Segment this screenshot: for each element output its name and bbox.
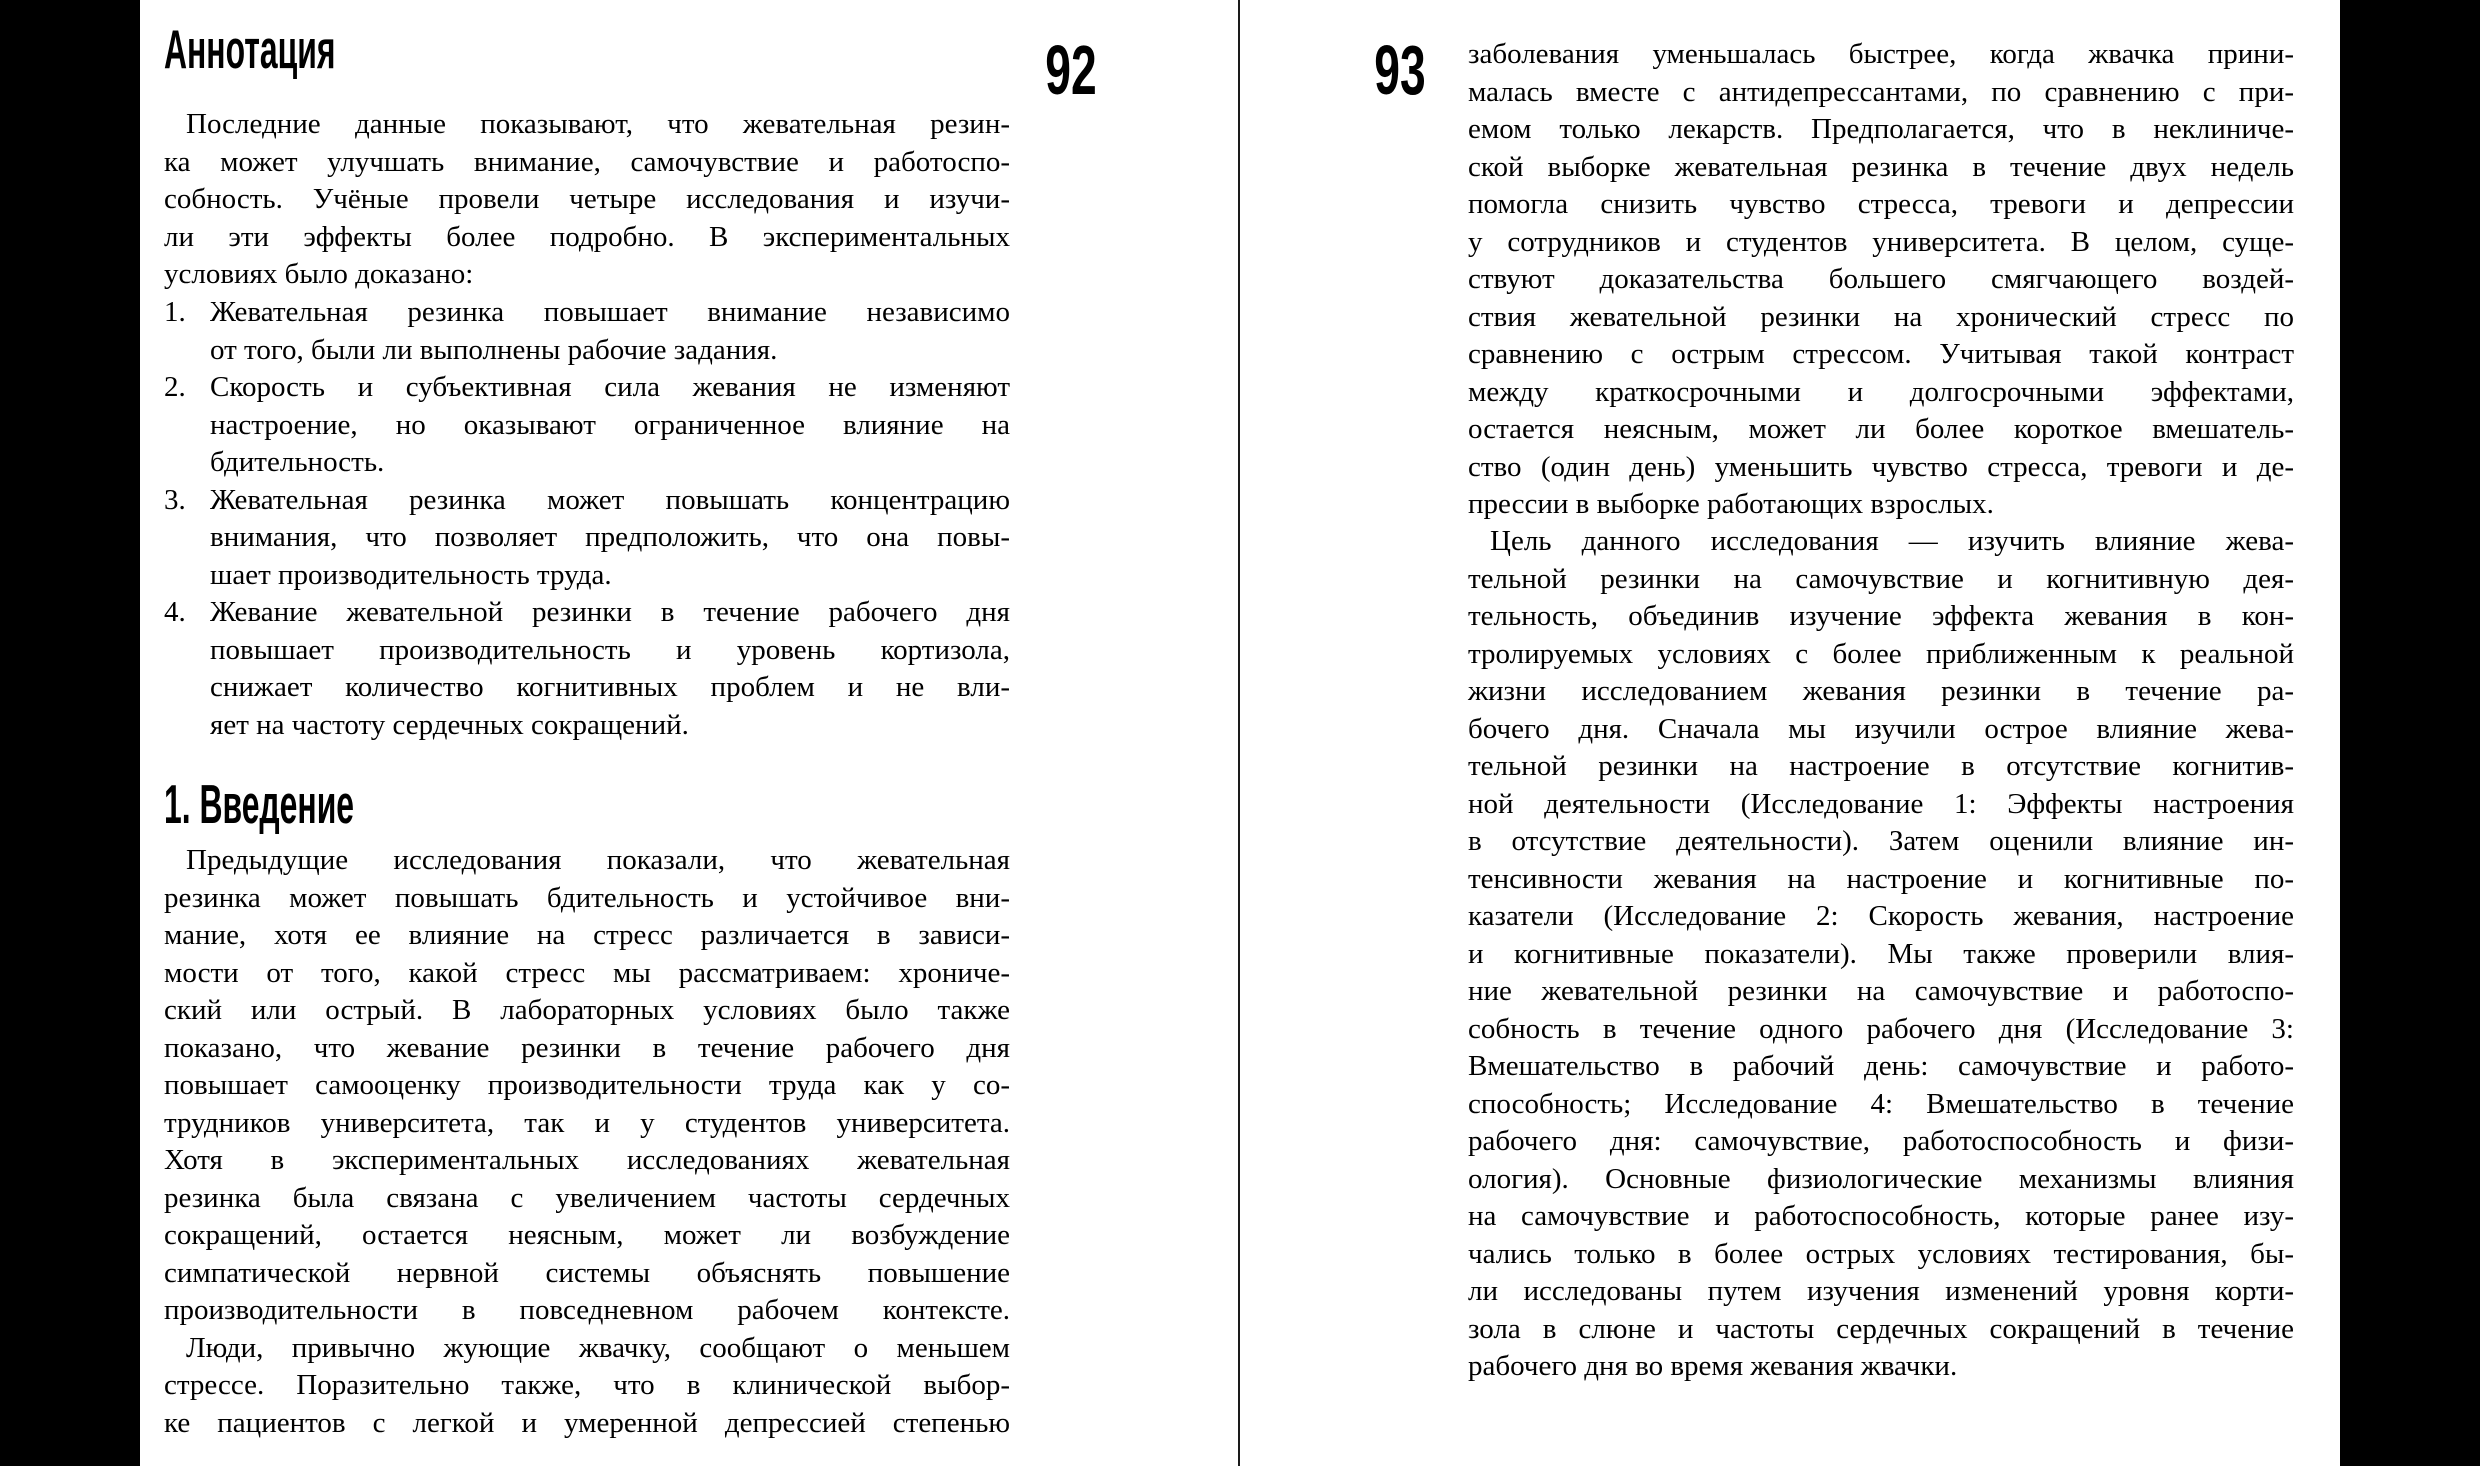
page-number-92: 92	[1045, 31, 1097, 109]
text-line: и когнитивные показатели). Мы также проверили влия-	[1468, 937, 2294, 970]
text-line: резинка была связана с увеличением частоты сердечных	[164, 1181, 1010, 1214]
text-line: ствия жевательной резинки на хронический стресс по	[1468, 300, 2294, 333]
text-line: снижает количество когнитивных проблем и не вли-	[210, 671, 1010, 703]
text-line: яет на частоту сердечных сокращений.	[210, 708, 689, 741]
text-line: ка может улучшать внимание, самочувствие и работоспо-	[164, 145, 1010, 178]
list-item-text	[210, 482, 1010, 595]
study-goal-paragraph	[1468, 523, 2294, 1386]
text-line: трудников университета, так и у студентов университета.	[164, 1106, 1010, 1139]
text-line: настроение, но оказывают ограниченное влияние на	[210, 408, 1010, 441]
text-line: сравнению с острым стрессом. Учитывая такой контраст	[1468, 338, 2294, 370]
text-line: бдительность.	[210, 446, 385, 478]
text-line: на самочувствие и работоспособность, которые ранее изу-	[1468, 1200, 2294, 1232]
text-line: у сотрудников и студентов университета. В целом, суще-	[1468, 225, 2294, 258]
text-line: резинка может повышать бдительность и устойчивое вни-	[164, 881, 1010, 914]
text-line: бочего дня. Сначала мы изучили острое влияние жева-	[1468, 712, 2294, 745]
text-line: Последние данные показывают, что жевательная резин-	[186, 108, 1010, 140]
list-item	[164, 294, 1010, 369]
text-line: мание, хотя ее влияние на стресс различается в зависи-	[164, 919, 1010, 951]
text-line: помогла снизить чувство стресса, тревоги и депрессии	[1468, 188, 2294, 220]
text-line: тельной резинки на самочувствие и когнитивную дея-	[1468, 562, 2294, 595]
list-item	[164, 482, 1010, 595]
page-divider-line	[1238, 0, 1240, 1466]
text-line: внимания, что позволяет предположить, что она повы-	[210, 521, 1010, 553]
text-line: шает производительность труда.	[210, 558, 612, 591]
text-line: Жевательная резинка может повышать концентрацию	[210, 483, 1010, 516]
list-item-number: 2.	[164, 371, 186, 403]
text-line: повышает производительность и уровень кортизола,	[210, 633, 1010, 666]
text-line: малась вместе с антидепрессантами, по сравнению с при-	[1468, 75, 2294, 108]
text-line: ние жевательной резинки на самочувствие и работоспо-	[1468, 975, 2294, 1007]
text-line: Предыдущие исследования показали, что жевательная	[186, 844, 1010, 876]
text-line: Вмешательство в рабочий день: самочувствие и работо-	[1468, 1050, 2294, 1082]
text-line: ной деятельности (Исследование 1: Эффекты настроения	[1468, 787, 2294, 820]
text-line: производительности в повседневном рабочем контексте.	[164, 1294, 1010, 1326]
left-black-bar	[0, 0, 140, 1466]
list-item	[164, 369, 1010, 482]
text-line: показано, что жевание резинки в течение рабочего дня	[164, 1031, 1010, 1064]
text-line: повышает самооценку производительности труда как у со-	[164, 1069, 1010, 1101]
text-line: в отсутствие деятельности). Затем оценили влияние ин-	[1468, 825, 2294, 857]
text-line: чались только в более острых условиях тестирования, бы-	[1468, 1237, 2294, 1270]
introduction-heading: 1. Введение	[164, 773, 355, 835]
text-line: Цель данного исследования — изучить влияние жева-	[1490, 525, 2294, 557]
text-line: собность в течение одного рабочего дня (Исследование 3:	[1468, 1012, 2294, 1045]
list-item-number: 1.	[164, 296, 186, 328]
text-line: рабочего дня во время жевания жвачки.	[1468, 1350, 1958, 1382]
text-line: ствуют доказательства большего смягчающего воздей-	[1468, 263, 2294, 295]
list-item-text	[210, 369, 1010, 482]
text-line: жизни исследованием жевания резинки в течение ра-	[1468, 675, 2294, 707]
text-line: тенсивности жевания на настроение и когнитивные по-	[1468, 862, 2294, 895]
text-line: ской выборке жевательная резинка в течение двух недель	[1468, 150, 2294, 183]
findings-numbered-list	[164, 294, 1010, 744]
introduction-paragraphs	[164, 842, 1010, 1442]
text-line: тельной резинки на настроение в отсутствие когнитив-	[1468, 750, 2294, 782]
list-item-number: 4.	[164, 596, 186, 628]
text-line: собность. Учёные провели четыре исследования и изучи-	[164, 183, 1010, 215]
text-line: стрессе. Поразительно также, что в клинической выбор-	[164, 1369, 1010, 1401]
text-line: Жевание жевательной резинки в течение рабочего дня	[210, 596, 1010, 628]
text-line: прессии в выборке работающих взрослых.	[1468, 488, 1994, 520]
text-line: ли исследованы путем изучения изменений уровня корти-	[1468, 1275, 2294, 1307]
list-item	[164, 594, 1010, 744]
text-line: ский или острый. В лабораторных условиях было также	[164, 994, 1010, 1026]
text-line: тролируемых условиях с более приближенным к реальной	[1468, 637, 2294, 670]
text-line: мости от того, какой стресс мы рассматриваем: хрониче-	[164, 956, 1010, 989]
text-line: казатели (Исследование 2: Скорость жевания, настроение	[1468, 900, 2294, 932]
text-line: от того, были ли выполнены рабочие задания.	[210, 333, 778, 366]
text-line: способность; Исследование 4: Вмешательство в течение	[1468, 1087, 2294, 1120]
text-line: симпатической нервной системы объяснять повышение	[164, 1256, 1010, 1289]
text-line: Жевательная резинка повышает внимание независимо	[210, 296, 1010, 328]
text-line: Скорость и субъективная сила жевания не изменяют	[210, 371, 1010, 403]
text-line: ли эти эффекты более подробно. В экспериментальных	[164, 220, 1010, 253]
annotation-heading: Аннотация	[164, 18, 336, 80]
text-line: тельность, объединив изучение эффекта жевания в кон-	[1468, 600, 2294, 632]
page-number-93: 93	[1374, 31, 1426, 109]
list-item-text	[210, 594, 1010, 744]
text-line: ке пациентов с легкой и умеренной депрессией степенью	[164, 1406, 1010, 1439]
list-item-text	[210, 294, 1010, 369]
right-black-bar	[2340, 0, 2480, 1466]
text-line: остается неясным, может ли более короткое вмешатель-	[1468, 413, 2294, 445]
text-line: зола в слюне и частоты сердечных сокращений в течение	[1468, 1312, 2294, 1345]
text-line: условиях было доказано:	[164, 258, 474, 290]
text-line: заболевания уменьшалась быстрее, когда жвачка прини-	[1468, 38, 2294, 70]
text-line: сокращений, остается неясным, может ли возбуждение	[164, 1219, 1010, 1251]
text-line: Люди, привычно жующие жвачку, сообщают о меньшем	[186, 1331, 1010, 1364]
continuation-paragraph	[1468, 36, 2294, 524]
list-item-number: 3.	[164, 483, 186, 516]
text-line: рабочего дня: самочувствие, работоспособность и физи-	[1468, 1125, 2294, 1157]
text-line: ология). Основные физиологические механизмы влияния	[1468, 1162, 2294, 1195]
text-line: Хотя в экспериментальных исследованиях жевательная	[164, 1144, 1010, 1176]
text-line: емом только лекарств. Предполагается, что в неклиниче-	[1468, 113, 2294, 145]
abstract-paragraph	[164, 106, 1010, 294]
text-line: ство (один день) уменьшить чувство стресса, тревоги и де-	[1468, 450, 2294, 483]
text-line: между краткосрочными и долгосрочными эффектами,	[1468, 375, 2294, 408]
